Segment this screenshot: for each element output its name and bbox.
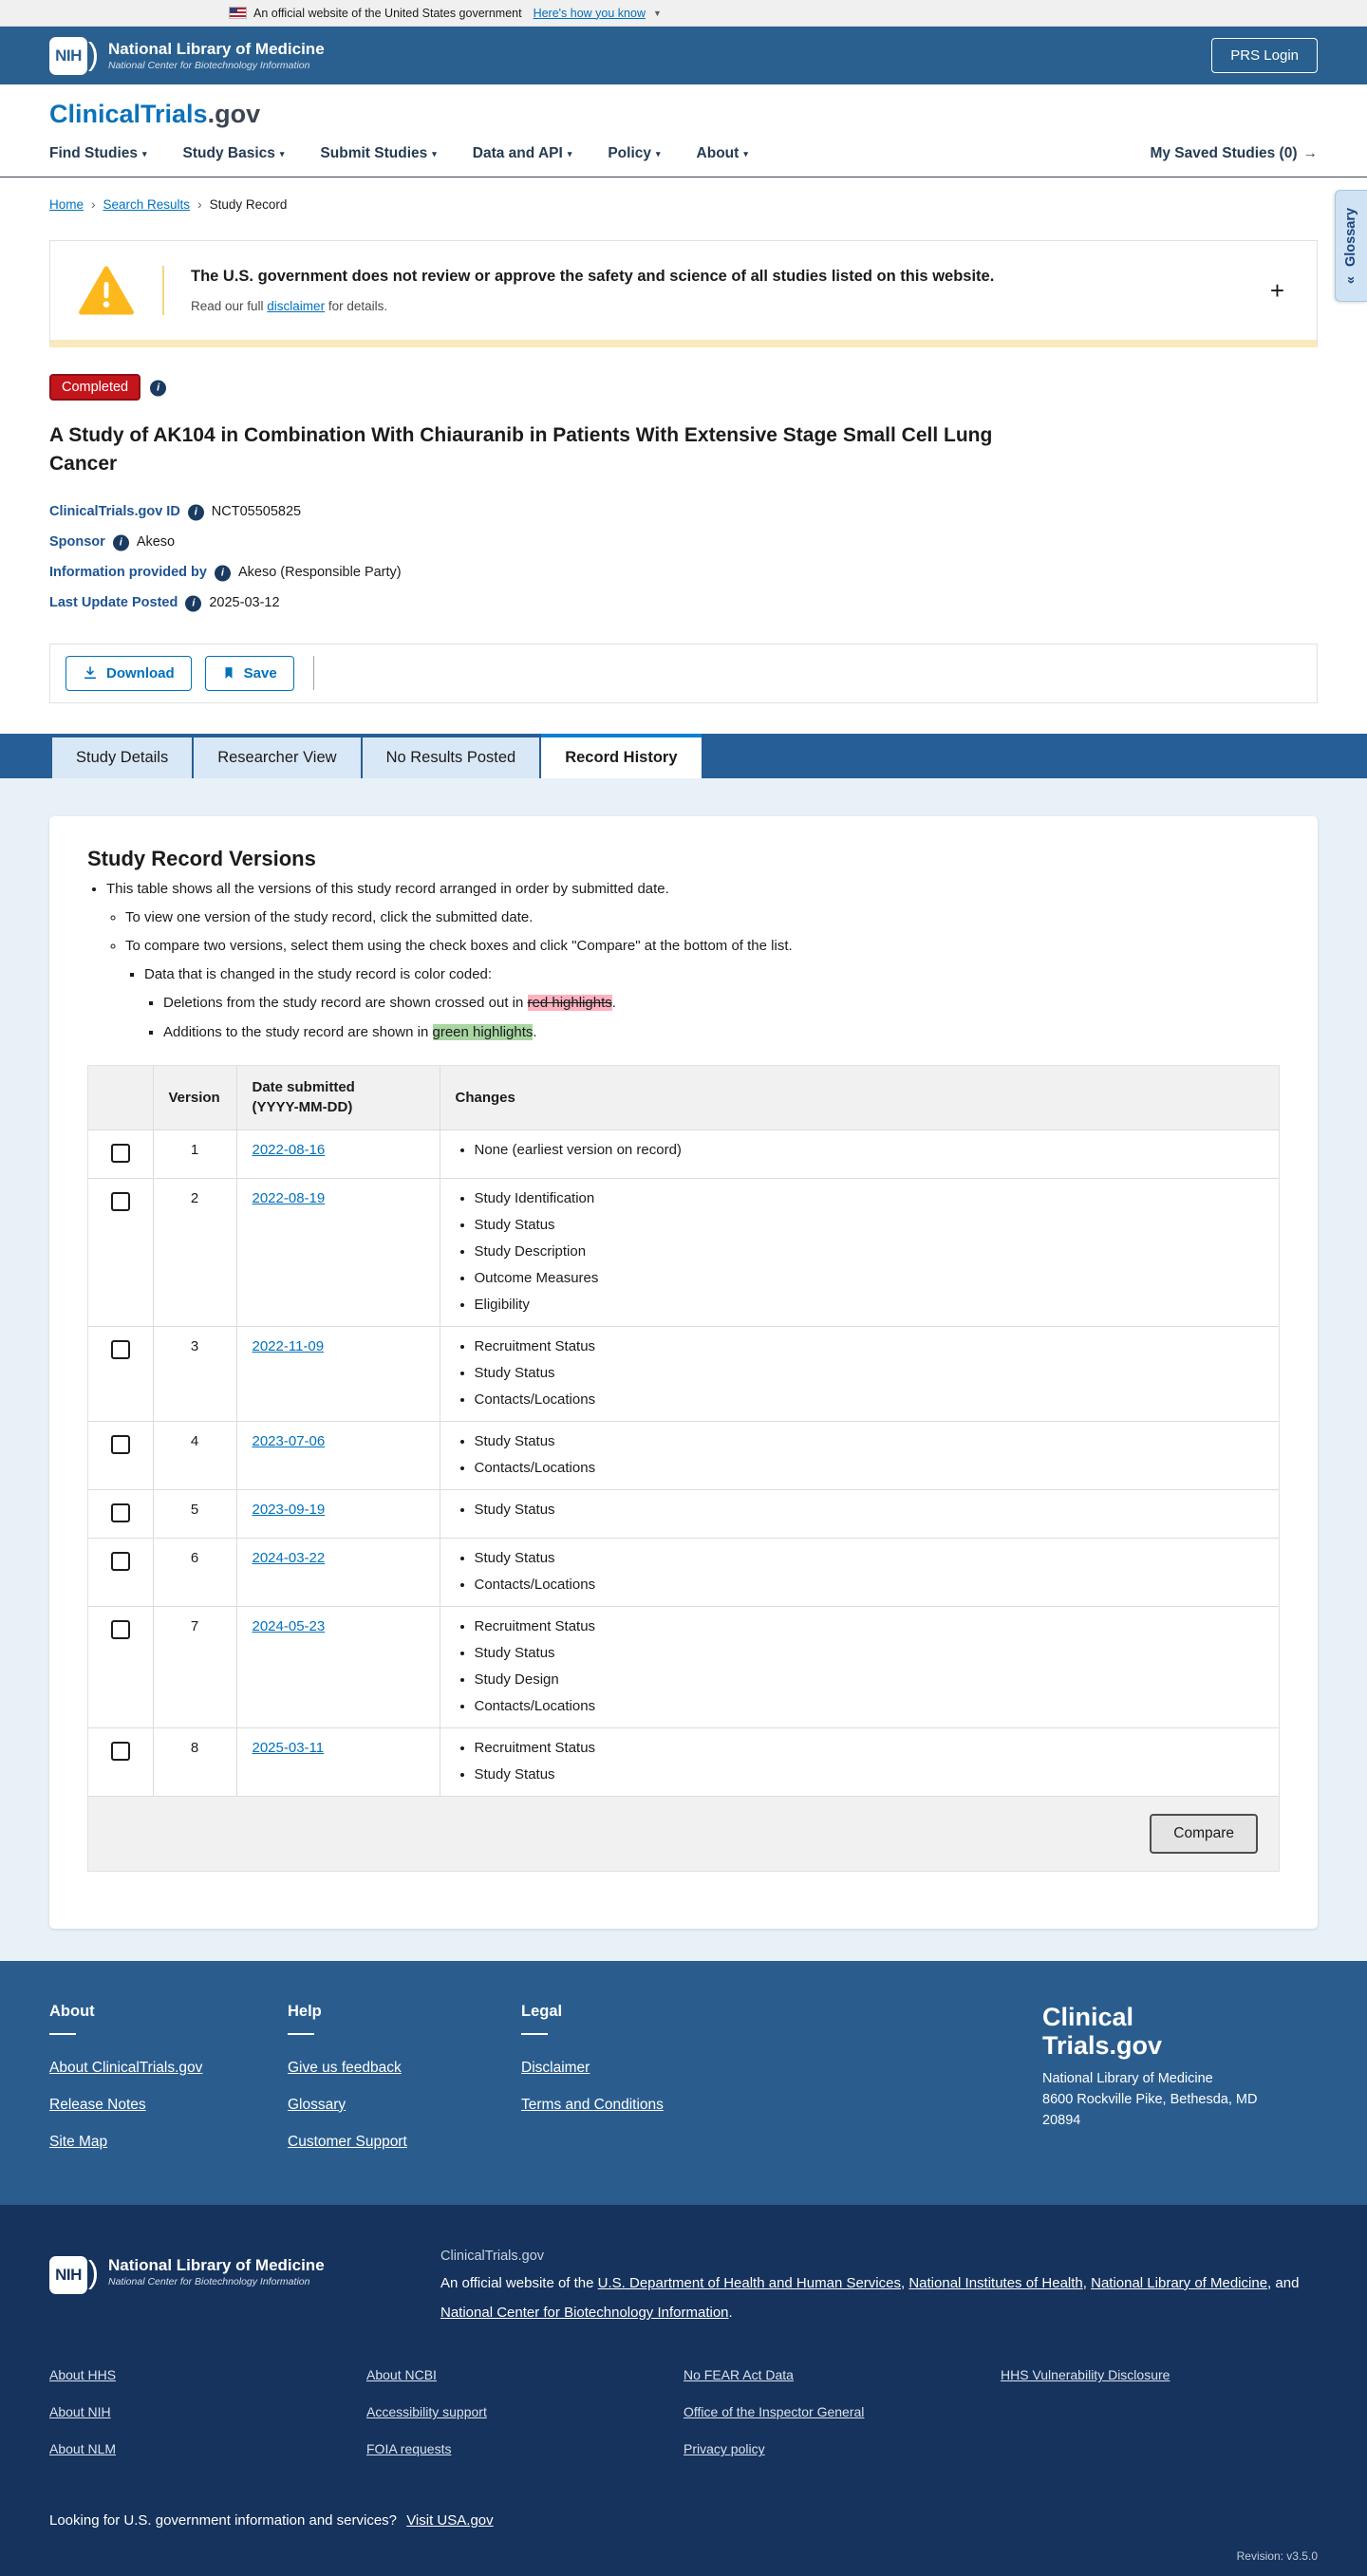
- footer-link-give-us-feedback[interactable]: Give us feedback: [288, 2059, 402, 2076]
- version-checkbox[interactable]: [111, 1742, 130, 1761]
- breadcrumb-separator: ›: [91, 197, 96, 212]
- divider: [162, 266, 164, 315]
- save-button[interactable]: Save: [205, 656, 294, 691]
- version-date-link[interactable]: 2022-11-09: [252, 1337, 325, 1354]
- download-button[interactable]: Download: [66, 656, 192, 691]
- nct-id-label: ClinicalTrials.gov ID: [49, 504, 180, 520]
- info-icon[interactable]: i: [188, 504, 204, 520]
- version-changes: • Recruitment Status • Study Status: [440, 1727, 1279, 1796]
- version-number: 8: [153, 1727, 236, 1796]
- divider: [313, 656, 314, 690]
- footer-mid-columns: [49, 2003, 759, 2171]
- footer-link-about-ncbi[interactable]: About NCBI: [366, 2367, 437, 2383]
- record-tabs: [0, 734, 1367, 778]
- sponsor-value: Akeso: [136, 534, 176, 551]
- last-update-value: 2025-03-12: [209, 595, 280, 611]
- prs-login-button[interactable]: PRS Login: [1211, 38, 1318, 73]
- version-date-link[interactable]: 2022-08-19: [252, 1189, 326, 1206]
- chevron-down-icon: ▾: [432, 148, 437, 159]
- how-you-know-link[interactable]: Here's how you know: [533, 6, 646, 20]
- version-checkbox[interactable]: [111, 1435, 130, 1454]
- visit-usagov-link[interactable]: Visit USA.gov: [406, 2512, 494, 2529]
- study-record-versions-card: [49, 816, 1318, 1929]
- arrow-right-icon: →: [1302, 145, 1318, 161]
- footer-link-accessibility-support[interactable]: Accessibility support: [366, 2404, 487, 2420]
- tab-researcher-view[interactable]: Researcher View: [194, 737, 360, 778]
- footer-link-privacy-policy[interactable]: Privacy policy: [684, 2441, 765, 2457]
- download-icon: [83, 665, 98, 681]
- version-date-link[interactable]: 2023-09-19: [252, 1501, 326, 1518]
- footer-link-office-of-the-inspector-general[interactable]: Office of the Inspector General: [684, 2404, 865, 2420]
- version-number: 5: [153, 1489, 236, 1538]
- saved-studies-label: My Saved Studies (0): [1150, 145, 1298, 161]
- footer-col-help: Help Give us feedback Glossary Customer Support: [288, 2003, 521, 2171]
- footer-link-hhs-vulnerability-disclosure[interactable]: HHS Vulnerability Disclosure: [1001, 2367, 1170, 2383]
- last-update-label: Last Update Posted: [49, 595, 178, 611]
- version-changes: • None (earliest version on record): [440, 1129, 1279, 1178]
- nih-paren-mark: ): [88, 35, 99, 71]
- nav-item-find-studies[interactable]: Find Studies ▾: [49, 145, 147, 161]
- version-checkbox[interactable]: [111, 1340, 130, 1359]
- version-number: 3: [153, 1326, 236, 1421]
- expand-plus-icon[interactable]: +: [1264, 277, 1290, 304]
- nav-item-policy[interactable]: Policy ▾: [608, 145, 661, 161]
- ncbi-subtitle: National Center for Biotechnology Information: [108, 2276, 310, 2288]
- version-number: 7: [153, 1606, 236, 1727]
- nav-item-about[interactable]: About ▾: [696, 145, 748, 161]
- nav-item-data-and-api[interactable]: Data and API ▾: [472, 145, 572, 161]
- disclaimer-subtext: Read our full disclaimer for details.: [191, 299, 388, 313]
- info-icon[interactable]: i: [215, 565, 231, 581]
- footer-link-site-map[interactable]: Site Map: [49, 2133, 108, 2150]
- breadcrumb-separator: ›: [197, 197, 202, 212]
- footer-link-release-notes[interactable]: Release Notes: [49, 2096, 146, 2113]
- disclaimer-title: The U.S. government does not review or approve the safety and science of all studies listed on this website.: [191, 268, 995, 285]
- footer-col-legal: Legal Disclaimer Terms and Conditions: [521, 2003, 759, 2171]
- status-badge: Completed: [49, 374, 140, 401]
- status-row: [49, 374, 1318, 401]
- tab-no-results-posted[interactable]: No Results Posted: [363, 737, 540, 778]
- chevron-down-icon: ▾: [656, 148, 661, 159]
- version-checkbox[interactable]: [111, 1144, 130, 1163]
- nih-paren-mark: ): [88, 2253, 99, 2289]
- version-checkbox[interactable]: [111, 1192, 130, 1211]
- information-provided-value: Akeso (Responsible Party): [237, 565, 402, 581]
- nih-acronym: NIH: [49, 2256, 87, 2294]
- actions-toolbar: [49, 644, 1318, 703]
- nih-acronym: NIH: [49, 37, 87, 75]
- info-icon[interactable]: i: [185, 595, 201, 611]
- disclaimer-link[interactable]: disclaimer: [267, 299, 326, 313]
- nct-id-value: NCT05505825: [211, 504, 302, 520]
- us-flag-icon: [230, 8, 246, 18]
- version-changes: • Study Status • Contacts/Locations: [440, 1538, 1279, 1606]
- official-link[interactable]: National Library of Medicine: [1091, 2274, 1268, 2291]
- nih-header: [0, 27, 1367, 84]
- footer-mid: [0, 1961, 1367, 2205]
- footer-link-about-hhs[interactable]: About HHS: [49, 2367, 117, 2383]
- logo-clinicaltrials: ClinicalTrials: [49, 100, 208, 128]
- glossary-collapse-icon: «: [1343, 276, 1359, 285]
- green-highlight-sample: green highlights: [432, 1023, 534, 1040]
- info-icon[interactable]: i: [113, 534, 129, 551]
- official-link[interactable]: National Institutes of Health: [908, 2274, 1083, 2291]
- disclaimer-banner: [49, 240, 1318, 347]
- site-logo[interactable]: [0, 84, 1367, 129]
- versions-intro: • This table shows all the versions of this study record arranged in order by submitted date. ◦ To view one version of the study record, click the submitted date. ◦ To compare two versions, select them using the check boxes and click "Compare" at the bottom of the list. ▪ Data that is changed in the study record is color coded: ▪ Deletions from the study record are shown crossed out in red highlights. ▪ Additions to the study record are shown in green highlights.: [87, 879, 1280, 1043]
- version-changes: • Study Status: [440, 1489, 1279, 1538]
- version-checkbox[interactable]: [111, 1503, 130, 1522]
- saved-studies-link[interactable]: [1150, 145, 1318, 162]
- chevron-down-icon: ▾: [567, 148, 572, 159]
- chevron-down-icon: ▾: [279, 148, 285, 159]
- revision-label: Revision: v3.5.0: [1236, 2549, 1318, 2564]
- glossary-side-tab[interactable]: [1335, 190, 1367, 302]
- record-history-section: [0, 778, 1367, 1961]
- table-footer: [88, 1796, 1279, 1871]
- version-number: 6: [153, 1538, 236, 1606]
- footer-link-about-nih[interactable]: About NIH: [49, 2404, 111, 2420]
- version-column-header: Version: [153, 1066, 236, 1129]
- breadcrumb-search-results[interactable]: Search Results: [103, 197, 191, 212]
- warning-icon: [79, 266, 134, 315]
- version-row: [88, 1326, 1279, 1421]
- official-text: An official website of the United States government: [253, 6, 522, 20]
- breadcrumb-current: Study Record: [209, 197, 288, 212]
- footer-site-name: ClinicalTrials.gov: [440, 2248, 545, 2264]
- version-number: 4: [153, 1421, 236, 1489]
- footer-link-customer-support[interactable]: Customer Support: [288, 2133, 407, 2150]
- version-row: [88, 1129, 1279, 1178]
- date-column-header: Date submitted (YYYY-MM-DD): [236, 1066, 440, 1129]
- information-provided-label: Information provided by: [49, 565, 207, 581]
- brand-line1: Clinical: [1042, 2002, 1134, 2031]
- versions-table-wrap: [87, 1065, 1280, 1872]
- version-checkbox[interactable]: [111, 1620, 130, 1639]
- info-icon[interactable]: i: [150, 380, 166, 396]
- versions-table: [88, 1066, 1279, 1796]
- version-changes: • Study Status • Contacts/Locations: [440, 1421, 1279, 1489]
- gov-banner: [0, 0, 1367, 27]
- version-date-link[interactable]: 2024-03-22: [252, 1549, 326, 1566]
- sponsor-label: Sponsor: [49, 534, 105, 551]
- versions-table-body: [88, 1129, 1279, 1796]
- version-checkbox[interactable]: [111, 1552, 130, 1571]
- version-number: 2: [153, 1178, 236, 1326]
- footer-link-about-nlm[interactable]: About NLM: [49, 2441, 117, 2457]
- nlm-title: National Library of Medicine: [108, 39, 325, 58]
- footer-link-terms-and-conditions[interactable]: Terms and Conditions: [521, 2096, 664, 2113]
- version-row: [88, 1606, 1279, 1727]
- nav-item-study-basics[interactable]: Study Basics ▾: [182, 145, 285, 161]
- main-nav: [0, 129, 1367, 177]
- compare-button[interactable]: Compare: [1150, 1814, 1258, 1854]
- usa-gov-line: Looking for U.S. government information and services? Visit USA.gov: [49, 2512, 494, 2529]
- version-row: [88, 1178, 1279, 1326]
- official-link[interactable]: National Center for Biotechnology Information: [440, 2304, 729, 2321]
- version-row: [88, 1727, 1279, 1796]
- version-date-link[interactable]: 2022-08-16: [252, 1141, 326, 1158]
- main-nav-items: [49, 145, 748, 162]
- nlm-address: National Library of Medicine 8600 Rockville Pike, Bethesda, MD 20894: [1042, 2071, 1258, 2128]
- logo-gov: .gov: [207, 100, 261, 128]
- nih-logo[interactable]: [49, 37, 325, 75]
- footer-official-paragraph: An official website of the U.S. Department of Health and Human Services, National Institutes of Health, National Library of Medicine, and National Center for Biotechnology Information.: [440, 2274, 1300, 2321]
- glossary-tab-label: Glossary: [1343, 207, 1359, 267]
- study-title: A Study of AK104 in Combination With Chiauranib in Patients With Extensive Stage Small Cell Lung Cancer: [49, 424, 993, 476]
- footer-dark: [0, 2205, 1367, 2576]
- chevron-down-icon: ▾: [142, 148, 147, 159]
- footer-link-no-fear-act-data[interactable]: No FEAR Act Data: [684, 2367, 794, 2383]
- version-date-link[interactable]: 2023-07-06: [252, 1432, 326, 1449]
- site-header: [0, 84, 1367, 177]
- breadcrumb-home[interactable]: Home: [49, 197, 84, 212]
- official-link[interactable]: U.S. Department of Health and Human Services: [597, 2274, 901, 2291]
- versions-heading: Study Record Versions: [87, 846, 316, 870]
- footer-link-disclaimer[interactable]: Disclaimer: [521, 2059, 590, 2076]
- nav-item-submit-studies[interactable]: Submit Studies ▾: [320, 145, 437, 161]
- bookmark-icon: [222, 665, 235, 681]
- footer-link-glossary[interactable]: Glossary: [288, 2096, 346, 2113]
- checkbox-column-header: [88, 1066, 153, 1129]
- tab-study-details[interactable]: Study Details: [52, 737, 192, 778]
- footer-link-about-clinicaltrials-gov[interactable]: About ClinicalTrials.gov: [49, 2059, 203, 2076]
- footer-col-about: About About ClinicalTrials.gov Release Notes Site Map: [49, 2003, 288, 2171]
- version-row: [88, 1421, 1279, 1489]
- version-date-link[interactable]: 2024-05-23: [252, 1617, 326, 1634]
- changes-column-header: Changes: [440, 1066, 1279, 1129]
- ncbi-subtitle: National Center for Biotechnology Information: [108, 60, 310, 72]
- version-date-link[interactable]: 2025-03-11: [252, 1739, 325, 1756]
- tab-record-history[interactable]: Record History: [541, 734, 701, 778]
- breadcrumb: [0, 177, 1367, 212]
- red-highlight-sample: red highlights: [527, 994, 612, 1011]
- chevron-down-icon: ▼: [653, 8, 662, 18]
- nlm-title: National Library of Medicine: [108, 2255, 325, 2274]
- version-row: [88, 1538, 1279, 1606]
- footer-nih-logo[interactable]: [49, 2249, 440, 2328]
- version-changes: • Recruitment Status • Study Status • Study Design • Contacts/Locations: [440, 1606, 1279, 1727]
- brand-line2: Trials.gov: [1042, 2031, 1163, 2061]
- footer-link-foia-requests[interactable]: FOIA requests: [366, 2441, 452, 2457]
- version-number: 1: [153, 1129, 236, 1178]
- version-changes: • Recruitment Status • Study Status • Contacts/Locations: [440, 1326, 1279, 1421]
- footer-brand: [1042, 2003, 1318, 2171]
- version-row: [88, 1489, 1279, 1538]
- version-changes: • Study Identification • Study Status • Study Description • Outcome Measures • Eligibility: [440, 1178, 1279, 1326]
- study-meta: [49, 504, 1318, 611]
- chevron-down-icon: ▾: [743, 148, 748, 159]
